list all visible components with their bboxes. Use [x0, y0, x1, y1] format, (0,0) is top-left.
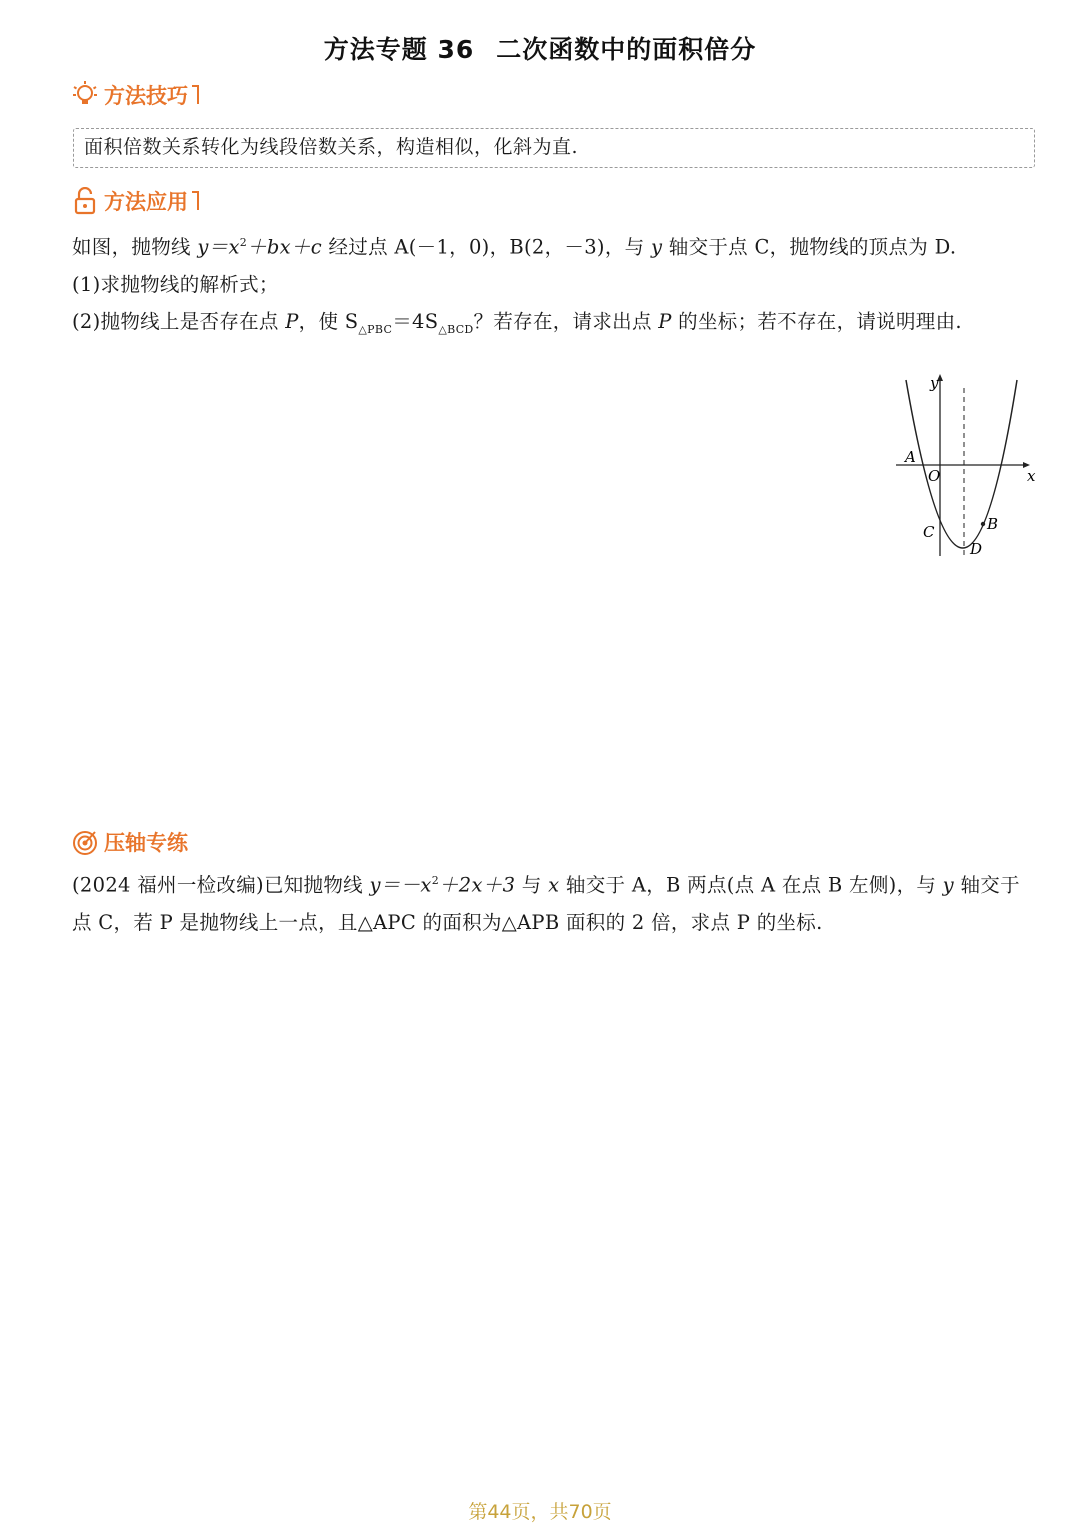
problem1-text — [72, 224, 1038, 347]
label-O: O — [928, 467, 941, 485]
math-run: P — [285, 309, 299, 333]
superscript: 2 — [239, 236, 248, 249]
math-run: y — [197, 235, 209, 259]
text-run: ，使 S — [298, 309, 359, 333]
target-icon — [72, 828, 98, 856]
section-heading-method-tip — [72, 80, 202, 110]
problem2-text — [72, 862, 1038, 941]
math-run: x — [548, 873, 560, 897]
text-run: 轴交于点 C，若 P 是抛物线上一点，且△APC 的面积为△APB 面积的 2 倍，求点 P 的坐标. — [72, 873, 1020, 934]
title-prefix: 方法专题 36 — [323, 35, 475, 64]
text-run: 经过点 A(－1，0)，B(2，－3)，与 — [321, 235, 651, 259]
label-A: A — [905, 448, 916, 466]
method-tip-heading-text: 方法技巧 — [104, 84, 188, 108]
math-run: ＝x — [208, 235, 240, 259]
subscript: △BCD — [438, 322, 474, 336]
math-run: ＋bx＋c — [247, 235, 322, 259]
text-run: (2024 福州一检改编)已知抛物线 — [72, 873, 370, 897]
label-D: D — [970, 540, 983, 558]
subscript: △PBC — [358, 322, 393, 336]
section-heading-method-apply — [72, 186, 202, 216]
method-tip-box — [73, 128, 1035, 168]
math-run: ＋2x＋3 — [439, 873, 516, 897]
label-C: C — [923, 523, 935, 541]
math-run: y — [650, 235, 663, 259]
point-B — [981, 522, 985, 526]
text-run: 的坐标；若不存在，请说明理由. — [671, 309, 962, 333]
question-1: (1)求抛物线的解析式； — [72, 272, 279, 296]
method-apply-heading-text: 方法应用 — [104, 190, 188, 214]
math-run: y — [942, 873, 954, 897]
method-tip-text: 面积倍数关系转化为线段倍数关系，构造相似，化斜为直. — [84, 136, 579, 158]
page-number: 第44页，共70页 — [468, 1501, 612, 1523]
label-x: x — [1027, 467, 1036, 485]
math-run: y — [369, 873, 381, 897]
heading-bracket-decoration — [190, 188, 202, 214]
label-B: B — [987, 515, 999, 533]
title-main: 二次函数中的面积倍分 — [496, 35, 757, 64]
text-run: 轴交于 A，B 两点(点 A 在点 B 左侧)，与 — [559, 873, 943, 897]
section-heading-press-axis — [72, 827, 188, 857]
text-run: 如图，抛物线 — [72, 235, 198, 259]
press-axis-heading-text: 压轴专练 — [104, 831, 188, 855]
lightbulb-icon — [72, 81, 98, 109]
text-run: (2)抛物线上是否存在点 — [72, 309, 286, 333]
parabola-figure — [880, 368, 1050, 568]
superscript: 2 — [431, 874, 439, 887]
page-title — [0, 30, 1080, 66]
label-y: y — [930, 374, 939, 392]
math-run: P — [658, 309, 672, 333]
text-run: ＝4S — [392, 309, 439, 333]
text-run: 轴交于点 C，抛物线的顶点为 D. — [662, 235, 957, 259]
text-run: 与 — [515, 873, 549, 897]
heading-bracket-decoration — [190, 82, 202, 108]
math-run: ＝－x — [380, 873, 432, 897]
text-run: ？若存在，请求出点 — [473, 309, 659, 333]
padlock-icon — [72, 187, 98, 215]
